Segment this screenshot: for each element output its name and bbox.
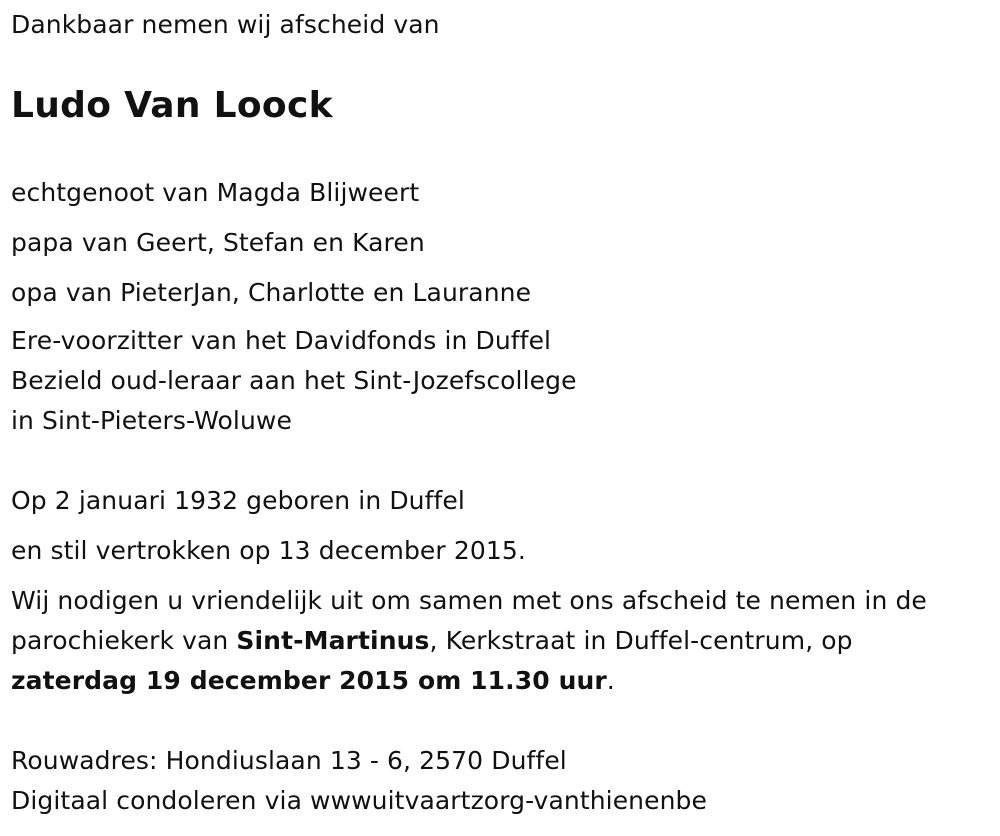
funeral-line-3-suffix: . xyxy=(606,666,615,695)
funeral-line-1: Wij nodigen u vriendelijk uit om samen met ons afscheid te nemen in de xyxy=(11,586,927,615)
children-line: papa van Geert, Stefan en Karen xyxy=(11,228,425,257)
funeral-line-2 xyxy=(11,626,853,656)
digital-condolences: Digitaal condoleren via wwwuitvaartzorg-vanthienenbe xyxy=(11,786,708,815)
funeral-datetime: zaterdag 19 december 2015 om 11.30 uur xyxy=(11,666,607,695)
grandchildren-line: opa van PieterJan, Charlotte en Lauranne xyxy=(11,278,532,307)
deceased-name: Ludo Van Loock xyxy=(11,85,333,126)
role-line-3: in Sint-Pieters-Woluwe xyxy=(11,406,292,435)
intro-text: Dankbaar nemen wij afscheid van xyxy=(11,10,440,39)
mourning-address: Rouwadres: Hondiuslaan 13 - 6, 2570 Duffel xyxy=(11,746,567,775)
role-line-1: Ere-voorzitter van het Davidfonds in Duffel xyxy=(11,326,552,355)
birth-line: Op 2 januari 1932 geboren in Duffel xyxy=(11,486,465,515)
funeral-line-3 xyxy=(11,666,615,696)
funeral-line-2-prefix: parochiekerk van xyxy=(11,626,237,655)
funeral-line-2-suffix: , Kerkstraat in Duffel-centrum, op xyxy=(429,626,853,655)
death-line: en stil vertrokken op 13 december 2015. xyxy=(11,536,526,565)
spouse-line: echtgenoot van Magda Blijweert xyxy=(11,178,420,207)
church-name: Sint-Martinus xyxy=(236,626,430,655)
role-line-2: Bezield oud-leraar aan het Sint-Jozefscollege xyxy=(11,366,577,395)
